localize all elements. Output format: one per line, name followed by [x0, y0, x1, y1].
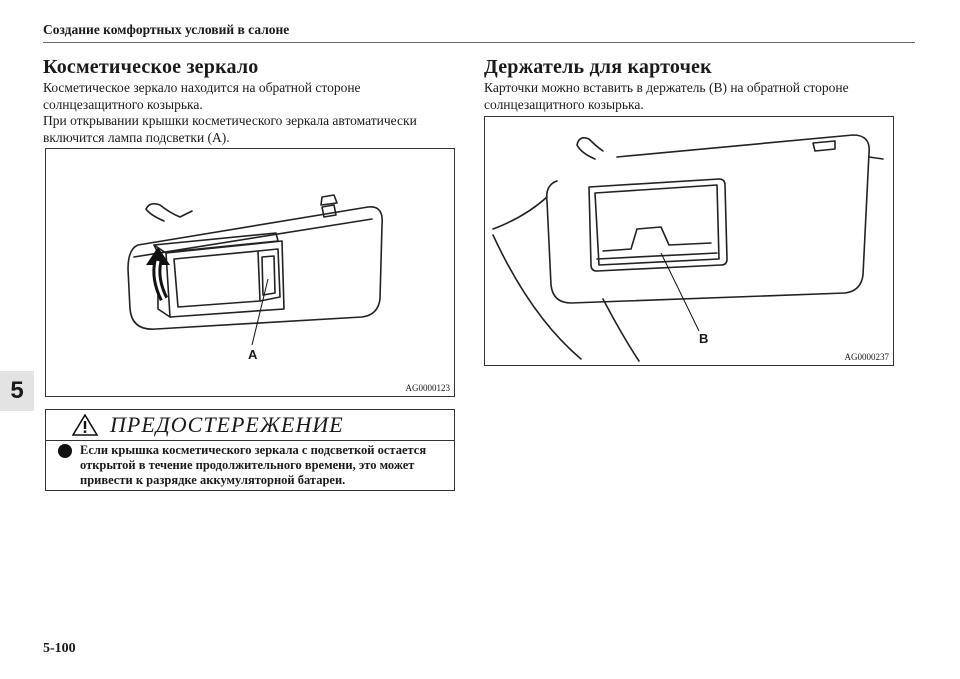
- warning-title: ПРЕДОСТЕРЕЖЕНИЕ: [110, 412, 344, 437]
- page-number: 5-100: [43, 641, 76, 656]
- chapter-tab: 5: [0, 371, 34, 411]
- section-heading-card-holder: Держатель для карточек: [484, 56, 712, 78]
- warning-line: открытой в течение продолжительного времени, это может: [80, 458, 415, 472]
- callout-label-b: B: [699, 331, 709, 346]
- card-holder-figure: [484, 116, 894, 366]
- paragraph-line: Косметическое зеркало находится на обратной стороне: [43, 80, 361, 95]
- paragraph-line: При открывании крышки косметического зеркала автоматически: [43, 113, 417, 128]
- figure-code: AG0000123: [405, 383, 450, 393]
- header-divider: [43, 42, 915, 43]
- paragraph-line: Карточки можно вставить в держатель (B) на обратной стороне: [484, 80, 849, 95]
- vanity-mirror-figure: [45, 148, 455, 397]
- callout-label-a: A: [248, 347, 258, 362]
- section-heading-vanity-mirror: Косметическое зеркало: [43, 56, 259, 78]
- bullet-icon: [58, 444, 72, 458]
- figure-code: AG0000237: [844, 352, 889, 362]
- paragraph-line: солнцезащитного козырька.: [43, 96, 203, 112]
- warning-line: привести к разрядке аккумуляторной батареи.: [80, 473, 346, 487]
- warning-text: [80, 443, 440, 488]
- running-header: Создание комфортных условий в салоне: [43, 22, 290, 37]
- vanity-mirror-text: [43, 80, 463, 146]
- paragraph-line: включится лампа подсветки (A).: [43, 129, 230, 145]
- warning-box: [45, 409, 455, 491]
- warning-triangle-icon: [72, 414, 98, 436]
- card-holder-illustration: [485, 117, 893, 365]
- card-holder-text: [484, 80, 904, 113]
- warning-title-bar: [46, 410, 454, 441]
- paragraph-line: солнцезащитного козырька.: [484, 96, 644, 112]
- warning-line: Если крышка косметического зеркала с подсветкой остается: [80, 443, 427, 457]
